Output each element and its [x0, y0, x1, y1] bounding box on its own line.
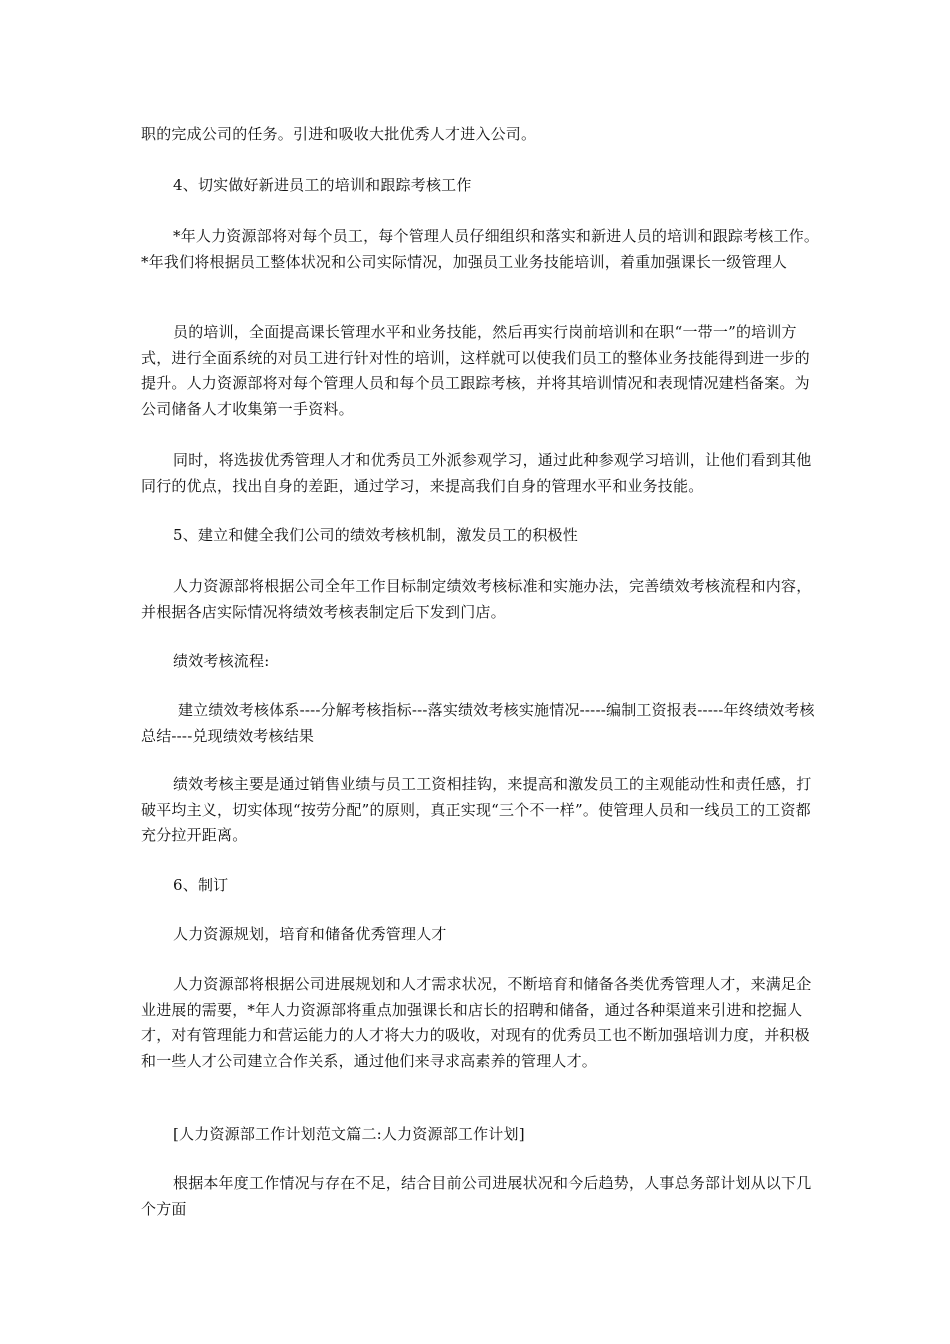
paragraph-1: 职的完成公司的任务。引进和吸收大批优秀人才进入公司。	[141, 125, 537, 143]
paragraph-4: 员的培训，全面提高课长管理水平和业务技能，然后再实行岗前培训和在职“一带一”的培训方式，进行全面系统的对员工进行针对性的培训，这样就可以使我们员工的整体业务技能得到进一步的提升。人力资源部将对每个管理人员和每个员工跟踪考核，并将其培训情况和表现情况建档备案。为公司储备人才收集第一手资料。	[141, 323, 810, 418]
flow-title: 绩效考核流程:	[173, 652, 270, 670]
paragraph-7: 人力资源部将根据公司全年工作目标制定绩效考核标准和实施办法，完善绩效考核流程和内容，并根据各店实际情况将绩效考核表制定后下发到门店。	[141, 577, 812, 621]
paragraph-13: 人力资源部将根据公司进展规划和人才需求状况，不断培育和储备各类优秀管理人才，来满足企业进展的需要，*年人力资源部将重点加强课长和店长的招聘和储备，通过各种渠道来引进和挖掘人才，对有管理能力和营运能力的人才将大力的吸收，对现有的优秀员工也不断加强培训力度，并积极和一些人才公司建立合作关系，通过他们来寻求高素养的管理人才。	[141, 975, 812, 1070]
paragraph-10: 绩效考核主要是通过销售业绩与员工工资相挂钩，来提高和激发员工的主观能动性和责任感，打破平均主义，切实体现“按劳分配”的原则，真正实现“三个不一样”。使管理人员和一线员工的工资都充分拉开距离。	[141, 775, 812, 844]
paragraph-5: 同时，将选拔优秀管理人才和优秀员工外派参观学习，通过此种参观学习培训，让他们看到其他同行的优点，找出自身的差距，通过学习，来提高我们自身的管理水平和业务技能。	[141, 451, 812, 495]
section-heading-4: 4、切实做好新进员工的培训和跟踪考核工作	[173, 176, 472, 194]
section-heading-5: 5、建立和健全我们公司的绩效考核机制，激发员工的积极性	[173, 526, 578, 544]
article-two-heading: [人力资源部工作计划范文篇二:人力资源部工作计划]	[173, 1125, 525, 1143]
paragraph-12: 人力资源规划，培育和储备优秀管理人才	[173, 925, 447, 943]
paragraph-15: 根据本年度工作情况与存在不足，结合目前公司进展状况和今后趋势，人事总务部计划从以下几个方面	[141, 1174, 812, 1218]
section-heading-6: 6、制订	[173, 876, 229, 894]
flow-steps: 建立绩效考核体系----分解考核指标---落实绩效考核实施情况-----编制工资报表-----年终绩效考核总结----兑现绩效考核结果	[141, 701, 815, 745]
paragraph-3: *年人力资源部将对每个员工，每个管理人员仔细组织和落实和新进人员的培训和跟踪考核工作。*年我们将根据员工整体状况和公司实际情况，加强员工业务技能培训，着重加强课长一级管理人	[141, 227, 820, 271]
